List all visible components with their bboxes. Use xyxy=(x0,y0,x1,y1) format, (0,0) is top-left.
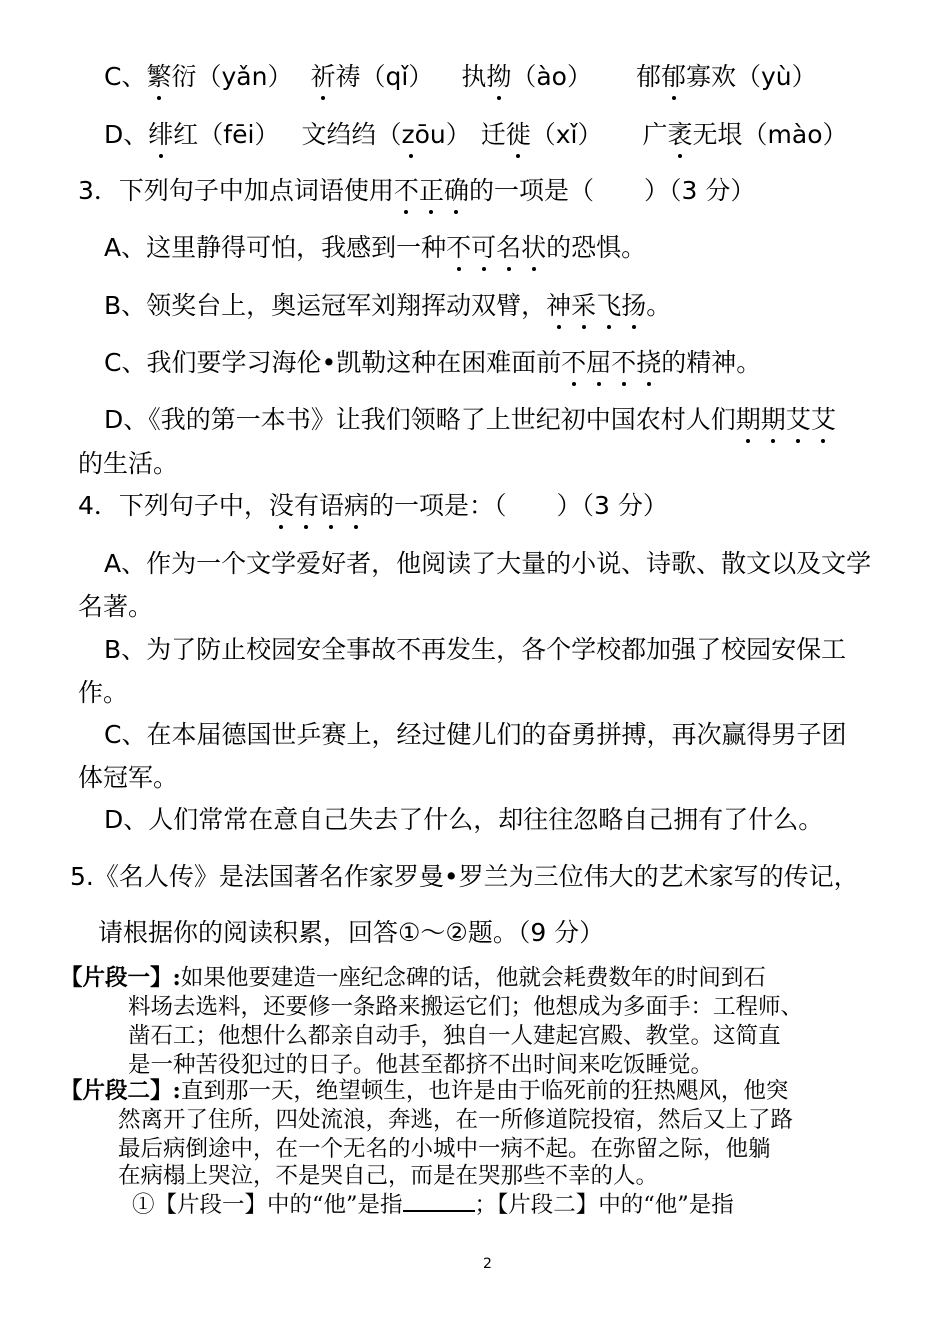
page-number: 2 xyxy=(483,1256,492,1272)
dotted-char: 状 xyxy=(521,231,546,265)
char: 文 xyxy=(301,120,327,149)
excerpt-1-line-1 xyxy=(60,964,766,993)
dotted-char: 绉（zōu） xyxy=(351,118,470,152)
option-text: 的精神。 xyxy=(661,348,762,377)
question-5-stem: 5.《名人传》是法国著名作家罗曼•罗兰为三位伟大的艺术家写的传记， xyxy=(70,862,859,891)
dotted-char: 病 xyxy=(344,489,369,523)
pinyin: （yǎn） xyxy=(196,62,293,91)
pinyin: （xǐ） xyxy=(530,120,603,149)
excerpt-1-line-3: 凿石工；他想什么都亲自动手，独自一人建起宫殿、教堂。这简直 xyxy=(128,1023,781,1049)
excerpt-text: 直到那一天，绝望顿生，也许是由于临死前的狂热飓风，他突 xyxy=(180,1078,789,1104)
stem-text: 的一项是：（ ）（3 分） xyxy=(368,491,668,520)
char: 红 xyxy=(173,120,199,149)
dotted-char: 可 xyxy=(471,231,496,265)
char: 迁 xyxy=(480,120,506,149)
dotted-char: 期 xyxy=(736,403,761,437)
stem-text: 3．下列句子中加点词语使用 xyxy=(78,176,394,205)
excerpt-2-line-3: 最后病倒途中，在一个无名的小城中一病不起。在弥留之际，他躺 xyxy=(118,1136,771,1162)
dotted-char: 有 xyxy=(294,489,319,523)
char: 寡欢（yù） xyxy=(686,62,817,91)
char: 祷 xyxy=(335,62,361,91)
question-3-option-c xyxy=(104,346,761,380)
question-4-option-b-cont: 作。 xyxy=(78,678,129,707)
question-4-option-c-cont: 体冠军。 xyxy=(78,763,179,792)
excerpt-1-line-4: 是一种苦役犯过的日子。他甚至都挤不出时间来吃饭睡觉。 xyxy=(128,1052,714,1078)
dotted-char: 徙 xyxy=(506,118,531,152)
char: 衍 xyxy=(171,62,197,91)
option-text: D、《我的第一本书》让我们领略了上世纪初中国农村人们 xyxy=(104,405,736,434)
dotted-char: 确 xyxy=(444,174,469,208)
dotted-char: 袤 xyxy=(668,118,693,152)
dotted-char: 屈 xyxy=(586,346,611,380)
dotted-char: 不 xyxy=(611,346,636,380)
question-4-option-d: D、人们常常在意自己失去了什么，却往往忽略自己拥有了什么。 xyxy=(104,805,824,834)
char: 执 xyxy=(461,62,487,91)
dotted-char: 繁 xyxy=(146,60,171,94)
dotted-char: 名 xyxy=(496,231,521,265)
option-text: 的恐惧。 xyxy=(546,233,647,262)
dotted-char: 飞 xyxy=(596,289,621,323)
question-3-option-b xyxy=(104,289,671,323)
dotted-char: 拗 xyxy=(486,60,511,94)
dotted-char: 祈 xyxy=(310,60,335,94)
question-4-stem xyxy=(78,489,668,523)
option-c-pinyin-line xyxy=(104,60,817,94)
dotted-char: 郁 xyxy=(661,60,686,94)
option-d-pinyin-line xyxy=(104,118,848,152)
question-3-option-d xyxy=(104,403,836,437)
stem-text: 的一项是（ ）（3 分） xyxy=(468,176,756,205)
char: 绉 xyxy=(326,120,352,149)
option-label: D、 xyxy=(104,120,149,149)
option-text: 。 xyxy=(646,291,672,320)
sub-question-text: ①【片段一】中的“他”是指 xyxy=(132,1192,403,1218)
excerpt-2-line-1 xyxy=(60,1077,788,1106)
dotted-char: 采 xyxy=(571,289,596,323)
dotted-char: 艾 xyxy=(811,403,836,437)
dotted-char: 不 xyxy=(394,174,419,208)
dotted-char: 不 xyxy=(446,231,471,265)
dotted-char: 正 xyxy=(419,174,444,208)
question-4-option-c: C、在本届德国世乒赛上，经过健儿们的奋勇拼搏，再次赢得男子团 xyxy=(104,720,847,749)
dotted-char: 期 xyxy=(761,403,786,437)
question-5-stem-cont: 请根据你的阅读积累，回答①～②题。（9 分） xyxy=(98,918,605,947)
dotted-char: 不 xyxy=(561,346,586,380)
dotted-char: 艾 xyxy=(786,403,811,437)
char: 无垠（mào） xyxy=(692,120,848,149)
char: 广 xyxy=(642,120,668,149)
dotted-char: 绯 xyxy=(148,118,173,152)
excerpt-1-line-2: 料场去选料，还要修一条路来搬运它们；他想成为多面手：工程师、 xyxy=(128,994,804,1020)
dotted-char: 语 xyxy=(319,489,344,523)
option-text: A、这里静得可怕，我感到一种 xyxy=(104,233,447,262)
excerpt-2-label: 【片段二】: xyxy=(60,1078,181,1104)
pinyin: （qǐ） xyxy=(360,62,434,91)
excerpt-2-line-4: 在病榻上哭泣，不是哭自己，而是在哭那些不幸的人。 xyxy=(118,1163,659,1189)
option-label: C、 xyxy=(104,62,147,91)
dotted-char: 神 xyxy=(546,289,571,323)
question-4-option-a-cont: 名著。 xyxy=(78,592,154,621)
question-3-stem xyxy=(78,174,755,208)
stem-text: 4．下列句子中， xyxy=(78,491,269,520)
sub-question-text: ；【片段二】中的“他”是指 xyxy=(474,1192,734,1218)
option-text: C、我们要学习海伦•凯勒这种在困难面前 xyxy=(104,348,562,377)
dotted-char: 没 xyxy=(269,489,294,523)
option-text: B、领奖台上，奥运冠军刘翔挥动双臂， xyxy=(104,291,547,320)
dotted-char: 扬 xyxy=(621,289,646,323)
pinyin: （fēi） xyxy=(198,120,280,149)
excerpt-1-label: 【片段一】: xyxy=(60,965,181,991)
pinyin: （ào） xyxy=(511,62,592,91)
dotted-char: 挠 xyxy=(636,346,661,380)
question-3-option-d-cont: 的生活。 xyxy=(78,449,179,478)
excerpt-2-line-2: 然离开了住所，四处流浪，奔逃，在一所修道院投宿，然后又上了路 xyxy=(118,1107,794,1133)
sub-question-1 xyxy=(132,1190,734,1220)
answer-blank[interactable] xyxy=(403,1190,475,1212)
question-4-option-a: A、作为一个文学爱好者，他阅读了大量的小说、诗歌、散文以及文学 xyxy=(104,549,872,578)
question-4-option-b: B、为了防止校园安全事故不再发生，各个学校都加强了校园安保工 xyxy=(104,635,847,664)
excerpt-text: 如果他要建造一座纪念碑的话，他就会耗费数年的时间到石 xyxy=(180,965,766,991)
question-3-option-a xyxy=(104,231,646,265)
char: 郁 xyxy=(635,62,661,91)
